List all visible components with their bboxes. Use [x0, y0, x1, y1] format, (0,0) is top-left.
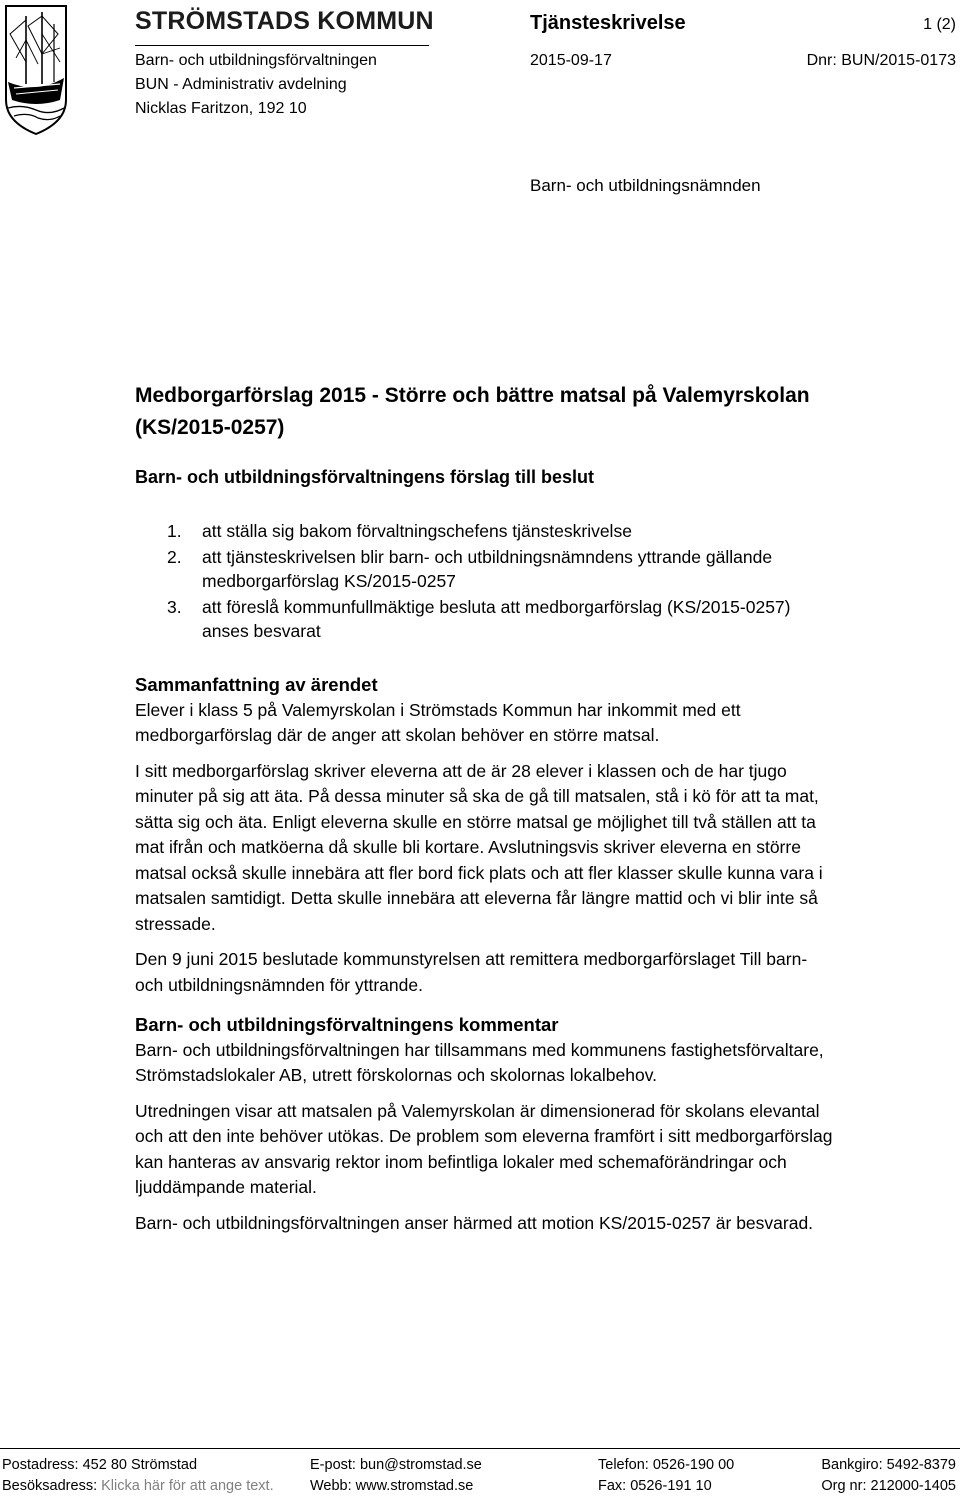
comment-heading: Barn- och utbildningsförvaltningens kommentar — [135, 1014, 559, 1035]
header-divider — [135, 45, 429, 46]
visit-address-placeholder[interactable]: Klicka här för att ange text. — [101, 1478, 274, 1494]
list-item-text: att föreslå kommunfullmäktige besluta att medborgarförslag (KS/2015-0257) anses besvarat — [202, 596, 791, 641]
diary-number: Dnr: BUN/2015-0173 — [806, 52, 956, 69]
addressee: Barn- och utbildningsnämnden — [530, 176, 761, 195]
website: Webb: www.stromstad.se — [310, 1478, 474, 1494]
summary-heading: Sammanfattning av ärendet — [135, 674, 378, 695]
paragraph: Utredningen visar att matsalen på Valemyrskolan är dimensionerad för skolans elevantal och att den inte behöver utökas. De problem som eleverna framfört i sitt medborgarförslag kan hanteras av ansvarig rektor inom befintliga lokaler med schemaförändringar och ljuddämpande material. — [135, 1100, 833, 1197]
list-item — [135, 595, 835, 644]
list-item — [135, 545, 835, 594]
author-line: Nicklas Faritzon, 192 10 — [135, 100, 307, 117]
phone: Telefon: 0526-190 00 — [598, 1457, 735, 1473]
ship-coat-of-arms-icon — [2, 4, 70, 136]
footer-contact-column — [310, 1455, 482, 1497]
paragraph: Den 9 juni 2015 beslutade kommunstyrelsen att remittera medborgarförslaget Till barn- och utbildningsnämnden för yttrande. — [135, 949, 808, 995]
division-name: BUN - Administrativ avdelning — [135, 76, 347, 93]
visit-address-label: Besöksadress: — [2, 1478, 98, 1494]
list-item-text: att tjänsteskrivelsen blir barn- och utbildningsnämndens yttrande gällande medborgarförslag KS/2015-0257 — [202, 546, 773, 591]
document-title: Medborgarförslag 2015 - Större och bättre matsal på Valemyrskolan (KS/2015-0257) — [135, 384, 810, 439]
bankgiro: Bankgiro: 5492-8379 — [821, 1457, 956, 1473]
summary-section — [135, 672, 835, 998]
paragraph: Barn- och utbildningsförvaltningen har tillsammans med kommunens fastighetsförvaltare, Strömstadslokaler AB, utrett förskolornas och skolornas lokalbehov. — [135, 1039, 824, 1085]
postal-address: Postadress: 452 80 Strömstad — [2, 1457, 198, 1473]
document-type: Tjänsteskrivelse — [530, 12, 686, 34]
list-item-number: 2. — [167, 546, 182, 567]
email: E-post: bun@stromstad.se — [310, 1457, 482, 1473]
org-number: Org nr: 212000-1405 — [821, 1478, 956, 1494]
footer-address-column — [2, 1455, 274, 1497]
footer-phone-column — [598, 1455, 734, 1497]
comment-section — [135, 1012, 835, 1236]
proposal-heading: Barn- och utbildningsförvaltningens förslag till beslut — [135, 467, 595, 487]
visit-address — [2, 1476, 274, 1497]
department-name: Barn- och utbildningsförvaltningen — [135, 52, 377, 69]
organization-name: STRÖMSTADS KOMMUN — [135, 7, 434, 35]
fax: Fax: 0526-191 10 — [598, 1478, 712, 1494]
list-item-number: 3. — [167, 596, 182, 617]
decision-list — [135, 519, 835, 645]
page-number: 1 (2) — [923, 16, 956, 33]
paragraph: Barn- och utbildningsförvaltningen anser härmed att motion KS/2015-0257 är besvarad. — [135, 1212, 814, 1233]
list-item-text: att ställa sig bakom förvaltningschefens tjänsteskrivelse — [202, 521, 632, 541]
paragraph: Elever i klass 5 på Valemyrskolan i Strömstads Kommun har inkommit med ett medborgarförslag där de anger att skolan behöver en större matsal. — [135, 699, 741, 745]
footer-divider — [0, 1448, 960, 1449]
list-item — [135, 519, 835, 544]
paragraph: I sitt medborgarförslag skriver eleverna att de är 28 elever i klassen och de har tjugo minuter på sig att äta. På dessa minuter så ska de gå till matsalen, stå i kö för att ta mat, sätta sig och äta. Enligt eleverna skulle en större matsal ge möjlighet till två ställen att ta mat ifrån och matköerna då skulle bli kortare. Avslutningsvis skriver eleverna en större matsal också skulle innebära att fler bord fick plats och att fler klasser skulle kunna vara i matsalen samtidigt. Detta skulle innebära att eleverna får längre mattid och vi blir inte så stressade. — [135, 760, 823, 934]
document-date: 2015-09-17 — [530, 52, 612, 69]
list-item-number: 1. — [167, 521, 182, 541]
footer-bank-column — [821, 1455, 956, 1497]
